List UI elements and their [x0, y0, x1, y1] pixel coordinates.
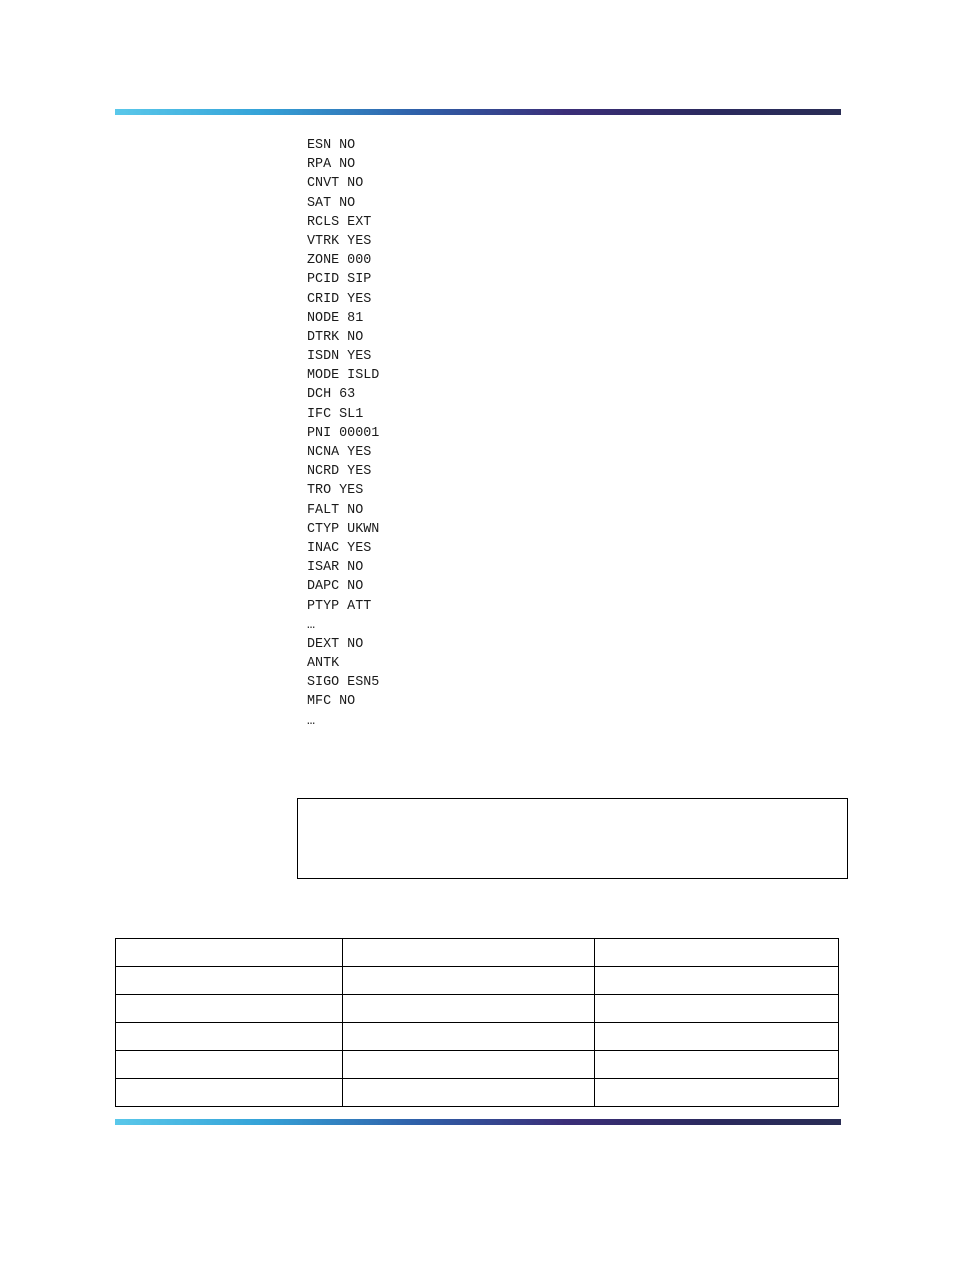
table-cell: [595, 995, 839, 1023]
code-line: PCID SIP: [307, 272, 372, 288]
code-line: PNI 00001: [307, 425, 380, 441]
code-line: FALT NO: [307, 502, 364, 518]
table-row: [116, 1023, 839, 1051]
table-row: [116, 1051, 839, 1079]
code-line: RPA NO: [307, 157, 356, 173]
code-line: …: [307, 617, 316, 633]
parameter-table: [115, 938, 839, 1107]
table-cell: [343, 995, 595, 1023]
code-line: ANTK: [307, 656, 340, 672]
code-line: ZONE 000: [307, 253, 372, 269]
table-cell: [116, 939, 343, 967]
table-cell: [595, 1079, 839, 1107]
table-cell: [595, 1051, 839, 1079]
table-cell: [343, 1079, 595, 1107]
table-cell: [595, 1023, 839, 1051]
table-cell: [595, 939, 839, 967]
table-cell: [343, 1023, 595, 1051]
code-line: SIGO ESN5: [307, 675, 380, 691]
table-row: [116, 939, 839, 967]
table-cell: [116, 1051, 343, 1079]
code-line: INAC YES: [307, 540, 372, 556]
table-row: [116, 1079, 839, 1107]
config-listing: [307, 136, 379, 731]
code-line: CTYP UKWN: [307, 521, 380, 537]
note-box: [297, 798, 848, 879]
table-cell: [343, 939, 595, 967]
table-row: [116, 995, 839, 1023]
table-cell: [116, 967, 343, 995]
code-line: PTYP ATT: [307, 598, 372, 614]
code-line: ESN NO: [307, 138, 356, 153]
code-line: DTRK NO: [307, 329, 364, 345]
code-line: MFC NO: [307, 694, 356, 710]
code-line: RCLS EXT: [307, 214, 372, 230]
code-line: MODE ISLD: [307, 368, 380, 384]
code-line: CNVT NO: [307, 176, 364, 192]
table-cell: [595, 967, 839, 995]
code-line: DCH 63: [307, 387, 356, 403]
code-line: NODE 81: [307, 310, 364, 326]
code-line: ISAR NO: [307, 560, 364, 576]
code-line: TRO YES: [307, 483, 364, 499]
table-row: [116, 967, 839, 995]
code-line: NCNA YES: [307, 445, 372, 460]
code-line: VTRK YES: [307, 233, 372, 249]
table-cell: [343, 967, 595, 995]
table-cell: [116, 995, 343, 1023]
code-line: IFC SL1: [307, 406, 364, 422]
code-line: SAT NO: [307, 195, 356, 211]
footer-rule: [115, 1119, 841, 1125]
code-line: CRID YES: [307, 291, 372, 307]
code-line: NCRD YES: [307, 464, 372, 480]
table-cell: [116, 1023, 343, 1051]
code-line: ISDN YES: [307, 349, 372, 365]
code-line: …: [307, 713, 316, 729]
code-line: DEXT NO: [307, 636, 364, 652]
table-cell: [116, 1079, 343, 1107]
code-line: DAPC NO: [307, 579, 364, 595]
table-cell: [343, 1051, 595, 1079]
header-rule: [115, 109, 841, 115]
